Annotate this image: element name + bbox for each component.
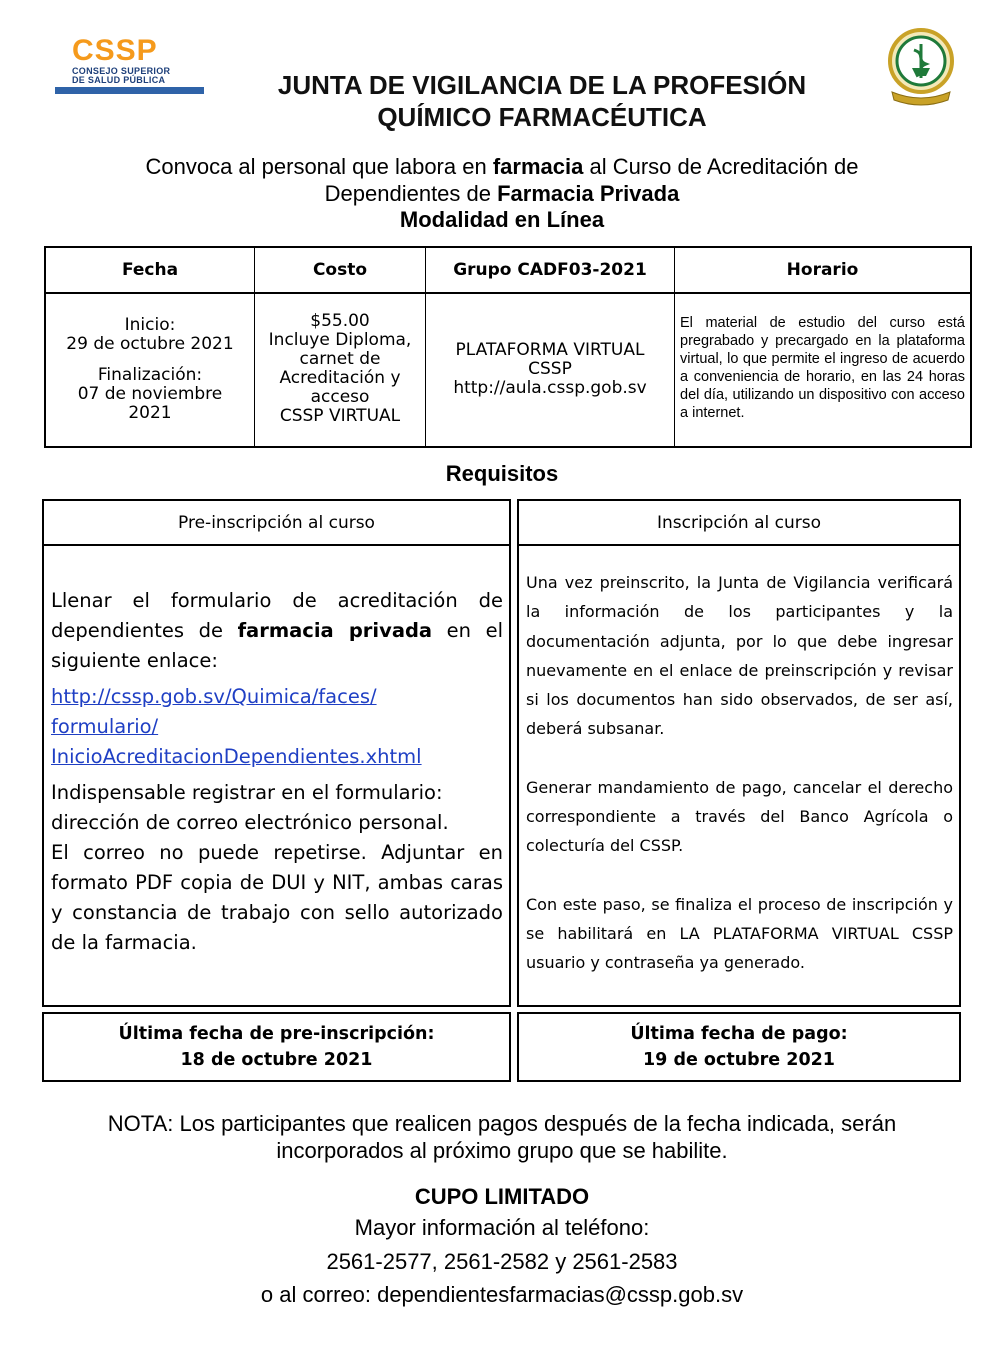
requisitos-title: Requisitos [445, 461, 559, 486]
grupo-column [426, 248, 675, 446]
course-info-table [44, 246, 972, 448]
nota-line2: incorporados al próximo grupo que se habilite. [276, 1138, 728, 1163]
inscripcion-step-1: Una vez preinscrito, la Junta de Vigilancia verificará la información de los participantes y la documentación adjunta, por lo que debe ingresar nuevamente en el enlace de preinscripción y revisar si los documentos han sido observados, de ser así, deberá subsanar. [526, 573, 953, 739]
inscripcion-step-3: Con este paso, se finaliza el proceso de inscripción y se habilitará en LA PLATAFORMA VIRTUAL CSSP usuario y contraseña ya generado. [526, 894, 953, 973]
inscripcion-box [517, 499, 961, 1007]
intro-line2 [0, 181, 1004, 207]
grupo-cell [426, 292, 674, 446]
deadline-label: Última fecha de pago: [630, 1024, 848, 1044]
costo-price: $55.00 [310, 311, 370, 331]
cupo-limitado: CUPO LIMITADO [414, 1184, 590, 1209]
requirement-text: Indispensable registrar en el formulario: [51, 781, 443, 804]
deadline-label: Última fecha de pre-inscripción: [118, 1024, 435, 1044]
nota-line1: NOTA: Los participantes que realicen pagos después de la fecha indicada, serán [107, 1111, 897, 1136]
contact-phones: 2561-2577, 2561-2582 y 2561-2583 [326, 1249, 678, 1274]
intro-line1 [0, 154, 1004, 180]
inicio-date: 29 de octubre 2021 [66, 333, 234, 354]
deadline-date: 19 de octubre 2021 [643, 1050, 835, 1070]
preinscripcion-instruction [51, 586, 503, 676]
fin-date-year: 2021 [128, 402, 172, 423]
intro-text: Convoca al personal que labora en [145, 154, 493, 179]
intro-emphasis: farmacia [492, 154, 584, 179]
costo-text: acceso [310, 387, 370, 407]
costo-text: Incluye Diploma, [268, 330, 412, 350]
grupo-platform-name: CSSP [528, 358, 572, 379]
instruction-text: en el siguiente enlace: [51, 619, 503, 672]
preinscripcion-box [42, 499, 511, 1007]
table-header-fecha: Fecha [46, 248, 254, 294]
contact-intro: Mayor información al teléfono: [354, 1215, 650, 1240]
grupo-platform: PLATAFORMA VIRTUAL [455, 339, 645, 360]
horario-column [675, 248, 970, 446]
deadline-date: 18 de octubre 2021 [180, 1050, 373, 1070]
inscripcion-header: Inscripción al curso [519, 501, 959, 546]
costo-text: Acreditación y [279, 368, 401, 388]
fecha-column [46, 248, 255, 446]
form-link[interactable] [51, 682, 503, 772]
horario-cell: El material de estudio del curso está pregrabado y precargado en la plataforma virtual, lo que permite el ingreso de acuerdo a conveniencia de horario, en las 24 horas del día, utilizando un dispositivo con acceso a internet. [680, 315, 965, 421]
contact-email: o al correo: dependientesfarmacias@cssp.gob.sv [260, 1282, 744, 1307]
intro-text: Dependientes de [324, 181, 498, 206]
form-link-part3[interactable]: InicioAcreditacionDependientes.xhtml [51, 745, 422, 768]
modality-line: Modalidad en Línea [399, 207, 605, 232]
preinscripcion-header: Pre-inscripción al curso [44, 501, 509, 546]
requirement-text: dirección de correo electrónico personal. [51, 811, 449, 834]
costo-text: carnet de [299, 349, 381, 369]
table-header-costo: Costo [255, 248, 425, 294]
form-link-part2[interactable]: formulario/ [51, 715, 159, 738]
form-link-part1[interactable]: http://cssp.gob.sv/Quimica/faces/ [51, 685, 377, 708]
costo-cell [255, 292, 425, 446]
table-header-grupo: Grupo CADF03-2021 [426, 248, 674, 294]
intro-text: al Curso de Acreditación de [583, 154, 859, 179]
costo-text: CSSP VIRTUAL [279, 406, 401, 426]
preinscripcion-body [51, 586, 503, 958]
fin-label: Finalización: [97, 364, 203, 385]
fecha-cell [46, 292, 254, 446]
table-header-horario: Horario [675, 248, 970, 294]
logo-subtitle-line2: DE SALUD PÚBLICA [72, 75, 166, 85]
preinscripcion-deadline [42, 1012, 511, 1082]
inscripcion-step-2: Generar mandamiento de pago, cancelar el derecho correspondiente a través del Banco Agrícola o colecturía del CSSP. [526, 777, 953, 856]
registration-requirement [51, 778, 503, 958]
grupo-url[interactable]: http://aula.cssp.gob.sv [453, 377, 647, 398]
costo-column [255, 248, 426, 446]
instruction-text: Llenar el formulario de acreditación de dependientes de [51, 589, 503, 642]
page-title-line2: QUÍMICO FARMACÉUTICA [377, 102, 707, 132]
payment-deadline [517, 1012, 961, 1082]
requirement-text: El correo no puede repetirse. Adjuntar en formato PDF copia de DUI y NIT, ambas caras y constancia de trabajo con sello autorizado de la farmacia. [51, 841, 503, 954]
instruction-emphasis: farmacia privada [237, 619, 433, 642]
fin-date: 07 de noviembre [77, 383, 223, 404]
page-title-line1: JUNTA DE VIGILANCIA DE LA PROFESIÓN [277, 70, 807, 100]
logo-brand: CSSP [72, 34, 158, 67]
logo-subtitle-line1: CONSEJO SUPERIOR [72, 66, 171, 76]
inicio-label: Inicio: [124, 314, 176, 335]
intro-emphasis: Farmacia Privada [497, 181, 680, 206]
inscripcion-body [526, 568, 953, 978]
